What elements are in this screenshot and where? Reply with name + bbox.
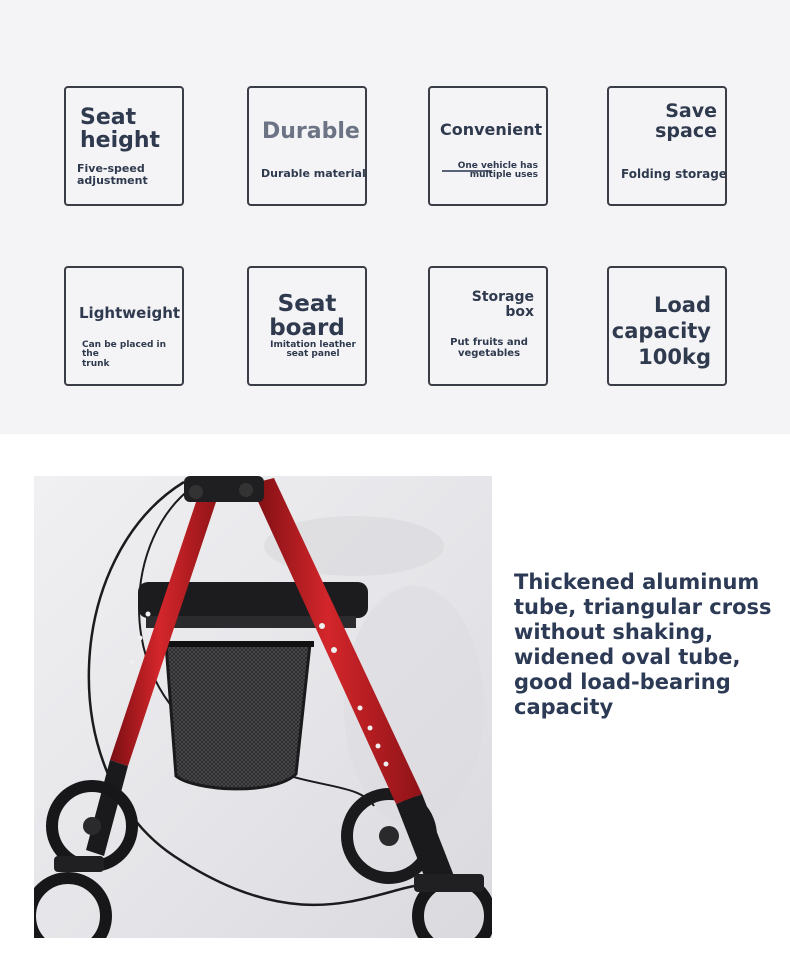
feature-subtitle: Imitation leather seat panel: [270, 340, 356, 360]
feature-subtitle: Folding storage: [621, 167, 727, 181]
feature-card-storage-box: [428, 266, 548, 386]
feature-subtitle: One vehicle has multiple uses: [457, 161, 538, 181]
feature-title: Convenient: [440, 120, 543, 139]
feature-title: Durable: [262, 119, 360, 144]
feature-card-durable: [247, 86, 367, 206]
feature-title: Seat board: [269, 291, 345, 342]
feature-card-load-capacity: [607, 266, 727, 386]
feature-card-seat-height: [64, 86, 184, 206]
feature-card-seat-board: [247, 266, 367, 386]
feature-card-convenient: [428, 86, 548, 206]
feature-title: Storage box: [471, 289, 534, 320]
feature-subtitle: Durable material: [261, 167, 366, 180]
product-photo-rollator: [34, 476, 492, 938]
product-description: Thickened aluminum tube, triangular cross without shaking, widened oval tube, good load-bearing capacity: [514, 570, 772, 719]
feature-card-lightweight: [64, 266, 184, 386]
rollator-illustration: [34, 476, 492, 938]
feature-title: Load capacity 100kg: [611, 293, 711, 369]
feature-subtitle: Can be placed in the trunk: [82, 340, 167, 369]
feature-title: Lightweight: [79, 304, 181, 322]
features-panel: [0, 0, 790, 434]
feature-title: Seat height: [80, 105, 161, 154]
feature-title: Save space: [655, 100, 717, 142]
feature-subtitle: Put fruits and vegetables: [450, 337, 528, 359]
feature-card-save-space: [607, 86, 727, 206]
feature-subtitle: Five-speed adjustment: [77, 162, 148, 187]
